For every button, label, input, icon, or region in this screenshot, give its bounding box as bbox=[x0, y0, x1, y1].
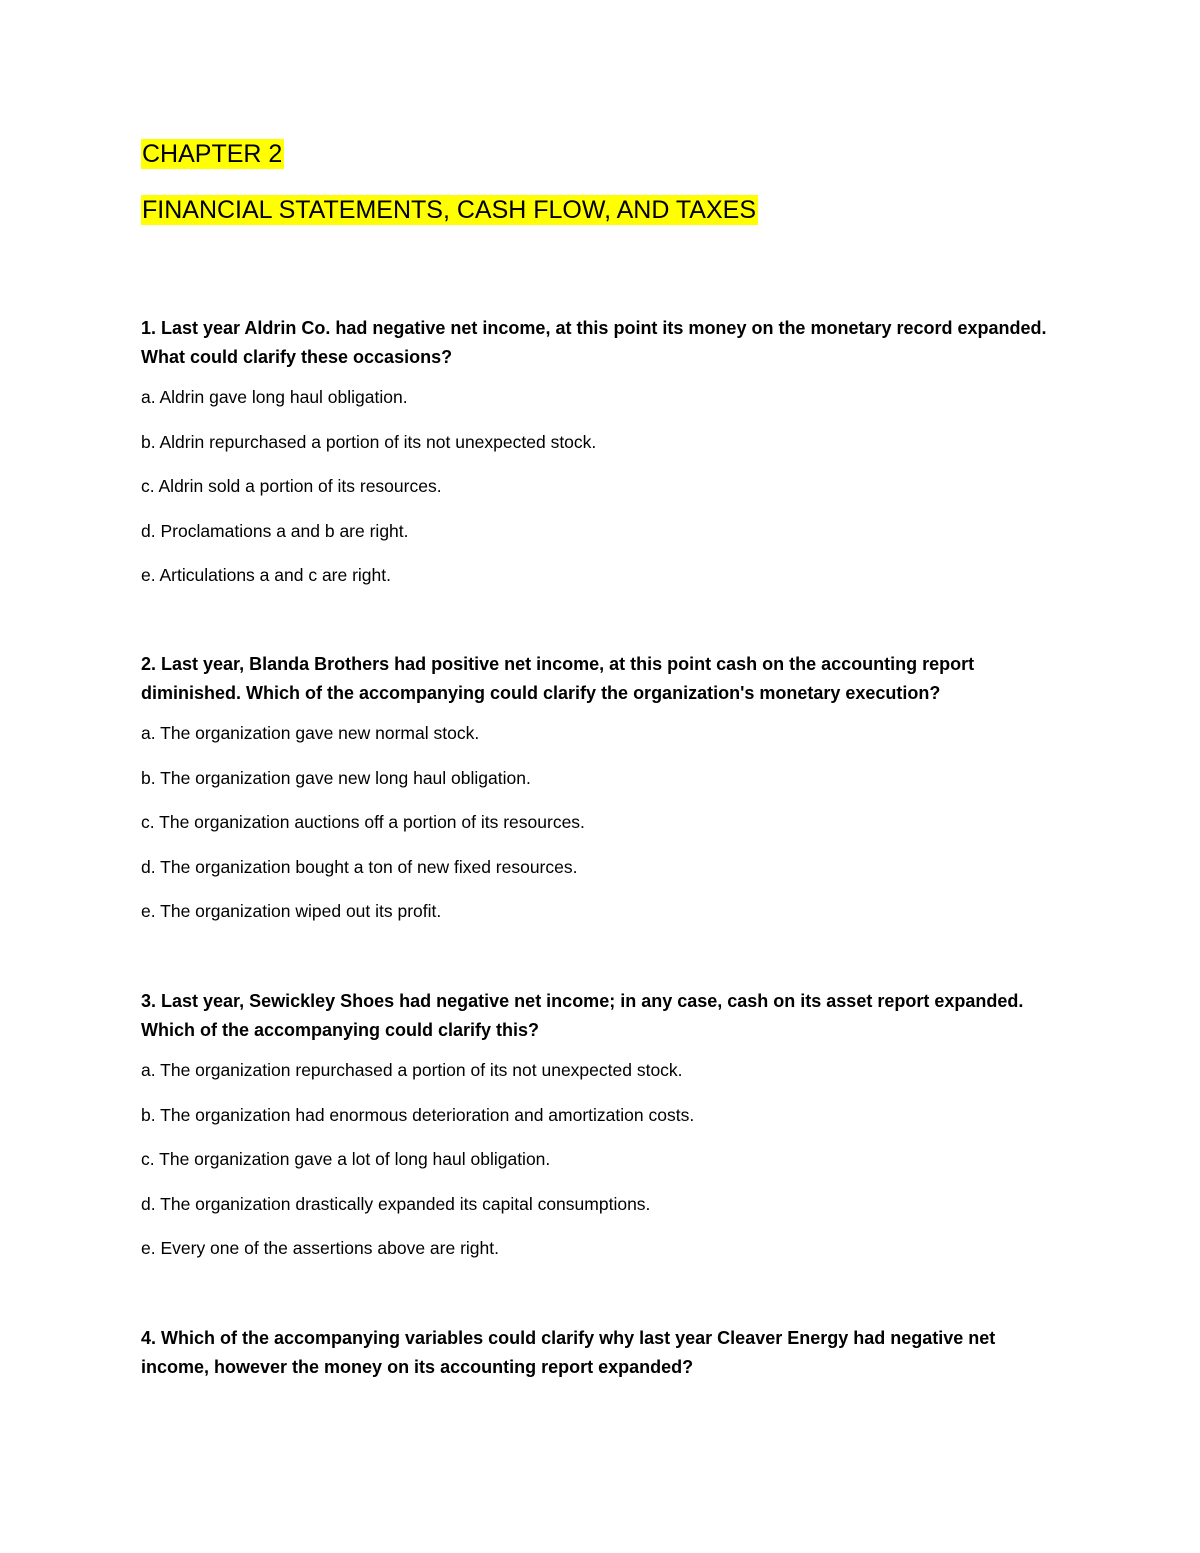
question-text: 3. Last year, Sewickley Shoes had negative net income; in any case, cash on its asset report expanded. Which of the accompanying could clarify this? bbox=[141, 991, 1024, 1040]
question-text: 4. Which of the accompanying variables could clarify why last year Cleaver Energy had negative net income, however the money on its accounting report expanded? bbox=[141, 1328, 996, 1377]
question-block-1 bbox=[141, 314, 1061, 608]
answer-option: a. The organization gave new normal stock. bbox=[141, 723, 480, 743]
question-block-2 bbox=[141, 650, 1061, 944]
chapter-heading-line bbox=[141, 138, 1061, 178]
answer-option: d. Proclamations a and b are right. bbox=[141, 520, 409, 541]
question-block-4 bbox=[141, 1324, 1061, 1381]
answer-options bbox=[141, 1058, 1061, 1260]
answer-option: d. The organization bought a ton of new fixed resources. bbox=[141, 856, 578, 877]
chapter-title-line bbox=[141, 194, 1061, 234]
answer-option: c. The organization gave a lot of long haul obligation. bbox=[141, 1149, 551, 1169]
answer-option: e. Every one of the assertions above are right. bbox=[141, 1238, 499, 1258]
answer-option: c. The organization auctions off a portion of its resources. bbox=[141, 812, 585, 832]
answer-option: b. Aldrin repurchased a portion of its not unexpected stock. bbox=[141, 431, 597, 452]
answer-option: d. The organization drastically expanded its capital consumptions. bbox=[141, 1193, 651, 1214]
answer-options bbox=[141, 385, 1061, 587]
answer-option: b. The organization had enormous deterioration and amortization costs. bbox=[141, 1104, 695, 1125]
question-text: 1. Last year Aldrin Co. had negative net income, at this point its money on the monetary record expanded. What could clarify these occasions? bbox=[141, 318, 1047, 367]
answer-option: a. The organization repurchased a portion of its not unexpected stock. bbox=[141, 1060, 683, 1080]
answer-option: b. The organization gave new long haul obligation. bbox=[141, 767, 531, 788]
answer-option: c. Aldrin sold a portion of its resources. bbox=[141, 476, 442, 496]
answer-option: e. Articulations a and c are right. bbox=[141, 565, 391, 585]
chapter-heading: CHAPTER 2 bbox=[142, 140, 283, 168]
document-content bbox=[141, 138, 1061, 1377]
question-block-3 bbox=[141, 987, 1061, 1281]
answer-option: e. The organization wiped out its profit. bbox=[141, 901, 442, 921]
answer-options bbox=[141, 721, 1061, 923]
chapter-title: FINANCIAL STATEMENTS, CASH FLOW, AND TAXES bbox=[142, 196, 756, 224]
answer-option: a. Aldrin gave long haul obligation. bbox=[141, 387, 408, 407]
question-text: 2. Last year, Blanda Brothers had positive net income, at this point cash on the accounting report diminished. Which of the accompanying could clarify the organization's monetary execution? bbox=[141, 654, 975, 703]
